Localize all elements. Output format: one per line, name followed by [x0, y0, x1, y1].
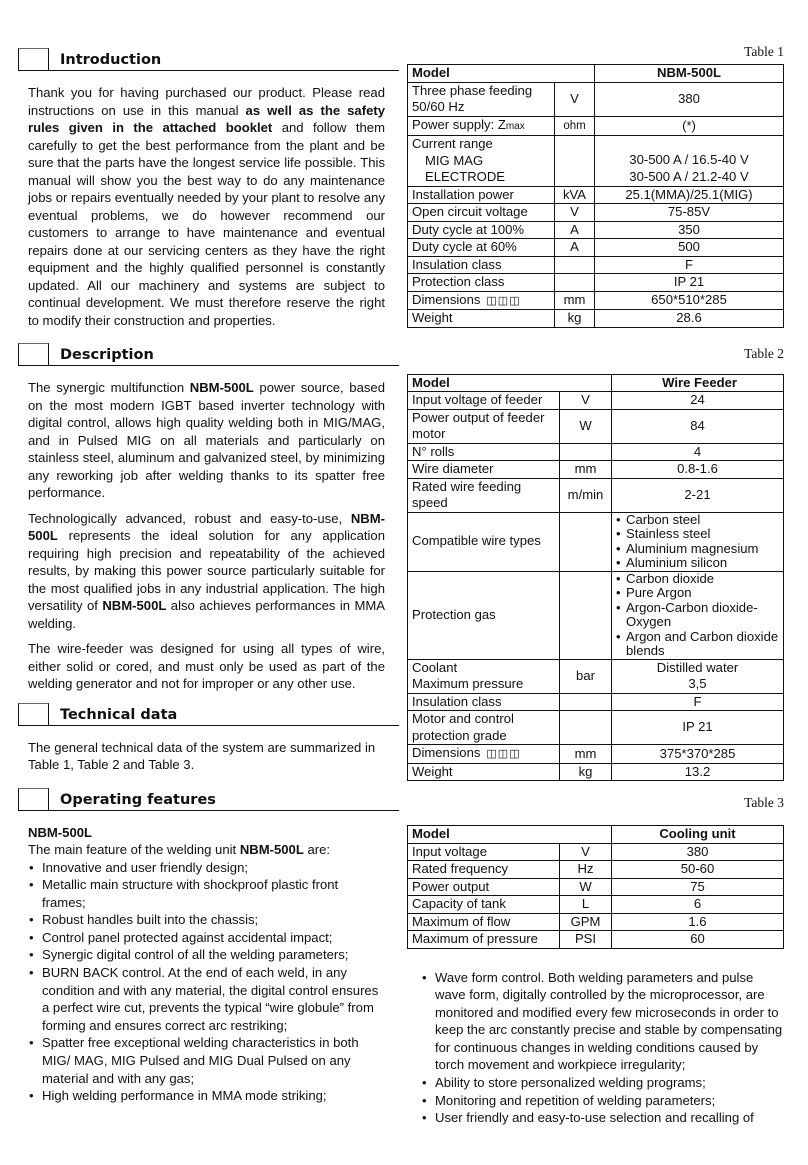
- table-cell: [408, 136, 555, 187]
- list-item: • Synergic digital control of all the welding parameters;: [28, 946, 385, 964]
- table-header-cell: Cooling unit: [612, 826, 784, 844]
- table-cell: [595, 136, 784, 187]
- table-cell: Motor and control protection grade: [408, 711, 560, 745]
- table-header-cell: Model: [408, 65, 595, 83]
- list-item: • Aluminium magnesium: [616, 542, 779, 557]
- model-name: NBM-500L: [102, 598, 167, 613]
- table-cell: IP 21: [612, 711, 784, 745]
- table-cell: mm: [555, 291, 595, 310]
- list-item: • Carbon steel: [616, 513, 779, 528]
- table-cell: [612, 659, 784, 693]
- list-item: • High welding performance in MMA mode striking;: [28, 1087, 385, 1105]
- list-item: • User friendly and easy-to-use selection and recalling of: [421, 1109, 784, 1127]
- table-cell: 50-60: [612, 861, 784, 879]
- operating-feature-list: [28, 859, 385, 1105]
- table-cell: N° rolls: [408, 443, 560, 461]
- section-header-description: [28, 343, 385, 371]
- table-cell: F: [612, 693, 784, 711]
- table-cell: 84: [612, 409, 784, 443]
- table-cell: ohm: [555, 116, 595, 136]
- table-cell: GPM: [560, 913, 612, 931]
- table-cell: 380: [612, 843, 784, 861]
- text: The synergic multifunction: [28, 380, 190, 395]
- table-cell: [560, 571, 612, 659]
- table-cell: 6: [612, 896, 784, 914]
- table-cell: kVA: [555, 186, 595, 204]
- table-cell: 2-21: [612, 478, 784, 512]
- table-cell: Duty cycle at 100%: [408, 221, 555, 239]
- list-item: • Ability to store personalized welding programs;: [421, 1074, 784, 1092]
- technical-paragraph: The general technical data of the system are summarized in Table 1, Table 2 and Table 3.: [28, 739, 376, 772]
- table-cell: Insulation class: [408, 693, 560, 711]
- table-cell: Maximum of pressure: [408, 931, 560, 949]
- list-item: • Robust handles built into the chassis;: [28, 911, 385, 929]
- list-item: • Spatter free exceptional welding characteristics in both MIG/ MAG, MIG Pulsed and MIG Dual Pulsed on any material and with any gas;: [28, 1034, 385, 1087]
- right-column: [407, 44, 784, 1127]
- text: are:: [303, 842, 331, 857]
- table-row: [408, 186, 784, 204]
- section-rule: [49, 810, 399, 811]
- table-row: [408, 274, 784, 292]
- table-cell: 500: [595, 239, 784, 257]
- table-cell: W: [560, 878, 612, 896]
- description-paragraph-2: [28, 510, 385, 633]
- dimensions-icon: ◫◫◫: [486, 294, 521, 307]
- table-cell: Rated wire feeding speed: [408, 478, 560, 512]
- label: Dimensions: [412, 745, 481, 760]
- section-header-introduction: [28, 48, 385, 76]
- table-cell: Open circuit voltage: [408, 204, 555, 222]
- section-rule: [49, 365, 399, 366]
- text: also achieves performances in MMA welding.: [28, 598, 385, 631]
- table-cell: L: [560, 896, 612, 914]
- table-cell: 375*370*285: [612, 745, 784, 764]
- list-item: • Innovative and user friendly design;: [28, 859, 385, 877]
- list-item: • Argon-Carbon dioxide-Oxygen: [616, 601, 779, 630]
- table-cell: V: [560, 392, 612, 410]
- table-row: [408, 310, 784, 328]
- table-row: [408, 659, 784, 693]
- table-cell: [555, 256, 595, 274]
- table-cell: V: [555, 204, 595, 222]
- section-header-technical-data: [28, 703, 385, 731]
- table-header-cell: Model: [408, 374, 612, 392]
- table-cell: 28.6: [595, 310, 784, 328]
- operating-feature-list-continued: [407, 969, 784, 1127]
- table-cell: Input voltage of feeder: [408, 392, 560, 410]
- table-cell: 380: [595, 82, 784, 116]
- table-header-row: [408, 65, 784, 83]
- table-cell: 350: [595, 221, 784, 239]
- table-cell: Insulation class: [408, 256, 555, 274]
- table-cell: 75-85V: [595, 204, 784, 222]
- list-item: • Control panel protected against accidental impact;: [28, 929, 385, 947]
- dimensions-icon: ◫◫◫: [486, 748, 521, 760]
- intro-text-rest: and follow them carefully to get the best performance from the plant and be sure that the parts have the longest service life possible. This manual will show you the best way to do any maintenance jobs or repairs eventually needed by your plant to resolve any eventual problems, we do however recommend our customers to arrange to have maintenance and eventual repairs done at our servicing centers as they have the right equipment and the highly qualified personnel is constantly updated. All our machinery and systems are subject to continual development. We must therefore reserve the right to modify their construction and properties.: [28, 120, 385, 328]
- table-cell: IP 21: [595, 274, 784, 292]
- table-row: [408, 478, 784, 512]
- value: Distilled water: [656, 659, 739, 675]
- description-paragraph-1: [28, 379, 385, 502]
- table-row: [408, 291, 784, 310]
- table-cell: Weight: [408, 310, 555, 328]
- table-row: [408, 221, 784, 239]
- list-item: • Carbon dioxide: [616, 572, 779, 587]
- operating-subtitle: NBM-500L: [28, 824, 93, 840]
- table-row: [408, 745, 784, 764]
- section-marker: [18, 703, 49, 726]
- table-row: [408, 136, 784, 187]
- table-cell: Duty cycle at 60%: [408, 239, 555, 257]
- table-cell: 75: [612, 878, 784, 896]
- label: MIG MAG: [425, 152, 484, 168]
- table-cell: [408, 745, 560, 764]
- table-cell: [560, 512, 612, 571]
- table-cell: [408, 659, 560, 693]
- table-3-cooling-unit: [407, 825, 784, 949]
- section-marker: [18, 343, 49, 366]
- table-row: [408, 443, 784, 461]
- table-caption: Table 3: [744, 795, 784, 810]
- table-cell: mm: [560, 461, 612, 479]
- table-cell: 60: [612, 931, 784, 949]
- table-cell: Installation power: [408, 186, 555, 204]
- table-cell: [560, 443, 612, 461]
- table-cell: F: [595, 256, 784, 274]
- table-cell: Power output: [408, 878, 560, 896]
- table-cell: Protection gas: [408, 571, 560, 659]
- table-header-row: [408, 826, 784, 844]
- table-row: [408, 571, 784, 659]
- table-cell: [612, 571, 784, 659]
- text: The main feature of the welding unit: [28, 842, 240, 857]
- model-name: NBM-500L: [189, 380, 254, 395]
- label: ELECTRODE: [425, 169, 506, 184]
- table-cell: 1.6: [612, 913, 784, 931]
- table-row: [408, 392, 784, 410]
- table-cell: [408, 116, 555, 136]
- section-title: Technical data: [60, 706, 178, 723]
- model-name: NBM-500L: [28, 510, 385, 543]
- section-marker: [18, 788, 49, 811]
- table-row: [408, 116, 784, 136]
- table-row: [408, 763, 784, 781]
- table-cell: (*): [595, 116, 784, 136]
- table-cell: 0.8-1.6: [612, 461, 784, 479]
- table-cell: Three phase feeding 50/60 Hz: [408, 82, 555, 116]
- table-cell: 24: [612, 392, 784, 410]
- table-cell: [555, 274, 595, 292]
- list-item: • Argon and Carbon dioxide blends: [616, 630, 779, 659]
- table-cell: [612, 512, 784, 571]
- table-row: [408, 512, 784, 571]
- table-cell: Maximum of flow: [408, 913, 560, 931]
- table-cell: V: [560, 843, 612, 861]
- label: Dimensions: [412, 291, 481, 307]
- table-row: [408, 82, 784, 116]
- label: Coolant: [412, 659, 458, 675]
- table-header-cell: NBM-500L: [595, 65, 784, 83]
- table-cell: Hz: [560, 861, 612, 879]
- model-name: NBM-500L: [239, 842, 304, 857]
- table-cell: [560, 693, 612, 711]
- section-title: Introduction: [60, 52, 162, 68]
- table-cell: bar: [560, 659, 612, 693]
- table-cell: W: [560, 409, 612, 443]
- table-cell: Power output of feeder motor: [408, 409, 560, 443]
- table-1-power-source: [407, 64, 784, 328]
- table-row: [408, 931, 784, 949]
- table-cell: V: [555, 82, 595, 116]
- list-item: • Pure Argon: [616, 586, 779, 601]
- table-caption: Table 2: [744, 345, 784, 361]
- table-row: [408, 693, 784, 711]
- table-header-row: [408, 374, 784, 392]
- list-item: • Stainless steel: [616, 527, 779, 542]
- table-2-wire-feeder: [407, 374, 784, 782]
- list-item: • Monitoring and repetition of welding parameters;: [421, 1092, 784, 1110]
- table-cell: Input voltage: [408, 843, 560, 861]
- table-row: [408, 239, 784, 257]
- table-row: [408, 409, 784, 443]
- table-cell: 4: [612, 443, 784, 461]
- table-row: [408, 711, 784, 745]
- table-row: [408, 913, 784, 931]
- label: Maximum pressure: [412, 676, 524, 691]
- description-paragraph-3: The wire-feeder was designed for using all types of wire, either solid or cored, and must only be used as part of the welding generator and not for improper or any other use.: [28, 641, 385, 691]
- table-cell: m/min: [560, 478, 612, 512]
- section-marker: [18, 48, 49, 71]
- subscript: max: [505, 120, 525, 132]
- table-row: [408, 461, 784, 479]
- table-row: [408, 843, 784, 861]
- intro-text: Thank you for having purchased our product. Please read instructions on use in this manual: [28, 85, 385, 118]
- table-cell: Rated frequency: [408, 861, 560, 879]
- text: represents the ideal solution for any application requiring high precision and repeatability of the achieved results, by making this power source particularly suitable for the most qualified jobs in any industrial application. The high versatility of: [28, 528, 385, 613]
- table-cell: Protection class: [408, 274, 555, 292]
- table-cell: Wire diameter: [408, 461, 560, 479]
- gas-list: [616, 572, 779, 659]
- table-cell: Compatible wire types: [408, 512, 560, 571]
- table-cell: kg: [555, 310, 595, 328]
- table-cell: [555, 136, 595, 187]
- label: Power supply: Z: [412, 116, 506, 132]
- table-cell: [408, 291, 555, 310]
- text: Technologically advanced, robust and easy-to-use,: [28, 510, 351, 526]
- table-caption: Table 1: [744, 44, 784, 59]
- table-cell: mm: [560, 745, 612, 764]
- section-header-operating-features: [28, 788, 385, 816]
- table-cell: PSI: [560, 931, 612, 949]
- table-header-cell: Model: [408, 826, 612, 844]
- table-row: [408, 878, 784, 896]
- section-title: Operating features: [60, 791, 216, 808]
- table-cell: 650*510*285: [595, 291, 784, 310]
- table-cell: 25.1(MMA)/25.1(MIG): [595, 186, 784, 204]
- operating-intro: [28, 841, 385, 859]
- list-item: • BURN BACK control. At the end of each weld, in any condition and with any material, the digital control ensures a perfect wire cut, prevents the typical “wire globule” from forming and ensures correct arc restriking;: [28, 964, 385, 1034]
- table-row: [408, 204, 784, 222]
- value: 30-500 A / 16.5-40 V: [629, 152, 749, 168]
- list-item: • Aluminium silicon: [616, 556, 779, 571]
- text: power source, based on the most modern IGBT based inverter technology with digital control, allows high quality welding both in MIG/MAG, and in Pulsed MIG on all materials and particularly on stainless steel, aluminum and galvanized steel, by minimizing any reworking job after welding thanks to its spatter free performance.: [28, 380, 385, 500]
- table-cell: Capacity of tank: [408, 896, 560, 914]
- table-cell: [560, 711, 612, 745]
- table-row: [408, 256, 784, 274]
- value: 3,5: [688, 676, 707, 691]
- table-row: [408, 861, 784, 879]
- table-cell: A: [555, 221, 595, 239]
- left-column: [28, 48, 385, 1105]
- table-row: [408, 896, 784, 914]
- table-cell: 13.2: [612, 763, 784, 781]
- list-item: • Metallic main structure with shockproof plastic front frames;: [28, 876, 385, 911]
- section-rule: [49, 725, 399, 726]
- label: Current range: [412, 136, 493, 151]
- wire-type-list: [616, 513, 779, 571]
- value: 30-500 A / 21.2-40 V: [629, 168, 749, 184]
- table-cell: A: [555, 239, 595, 257]
- table-cell: kg: [560, 763, 612, 781]
- list-item: • Wave form control. Both welding parameters and pulse wave form, digitally controlled by the microprocessor, are monitored and modified every few microseconds in order to keep the arc constantly precise and stable by compensating for continuous changes in welding conditions caused by torch movement and workpiece irregularity;: [421, 969, 784, 1075]
- intro-bold-text: as well as the safety rules given in the attached booklet: [28, 102, 385, 135]
- section-title: Description: [60, 347, 154, 363]
- table-cell: Weight: [408, 763, 560, 781]
- table-header-cell: Wire Feeder: [612, 374, 784, 392]
- section-rule: [49, 70, 399, 71]
- intro-paragraph: [28, 84, 385, 329]
